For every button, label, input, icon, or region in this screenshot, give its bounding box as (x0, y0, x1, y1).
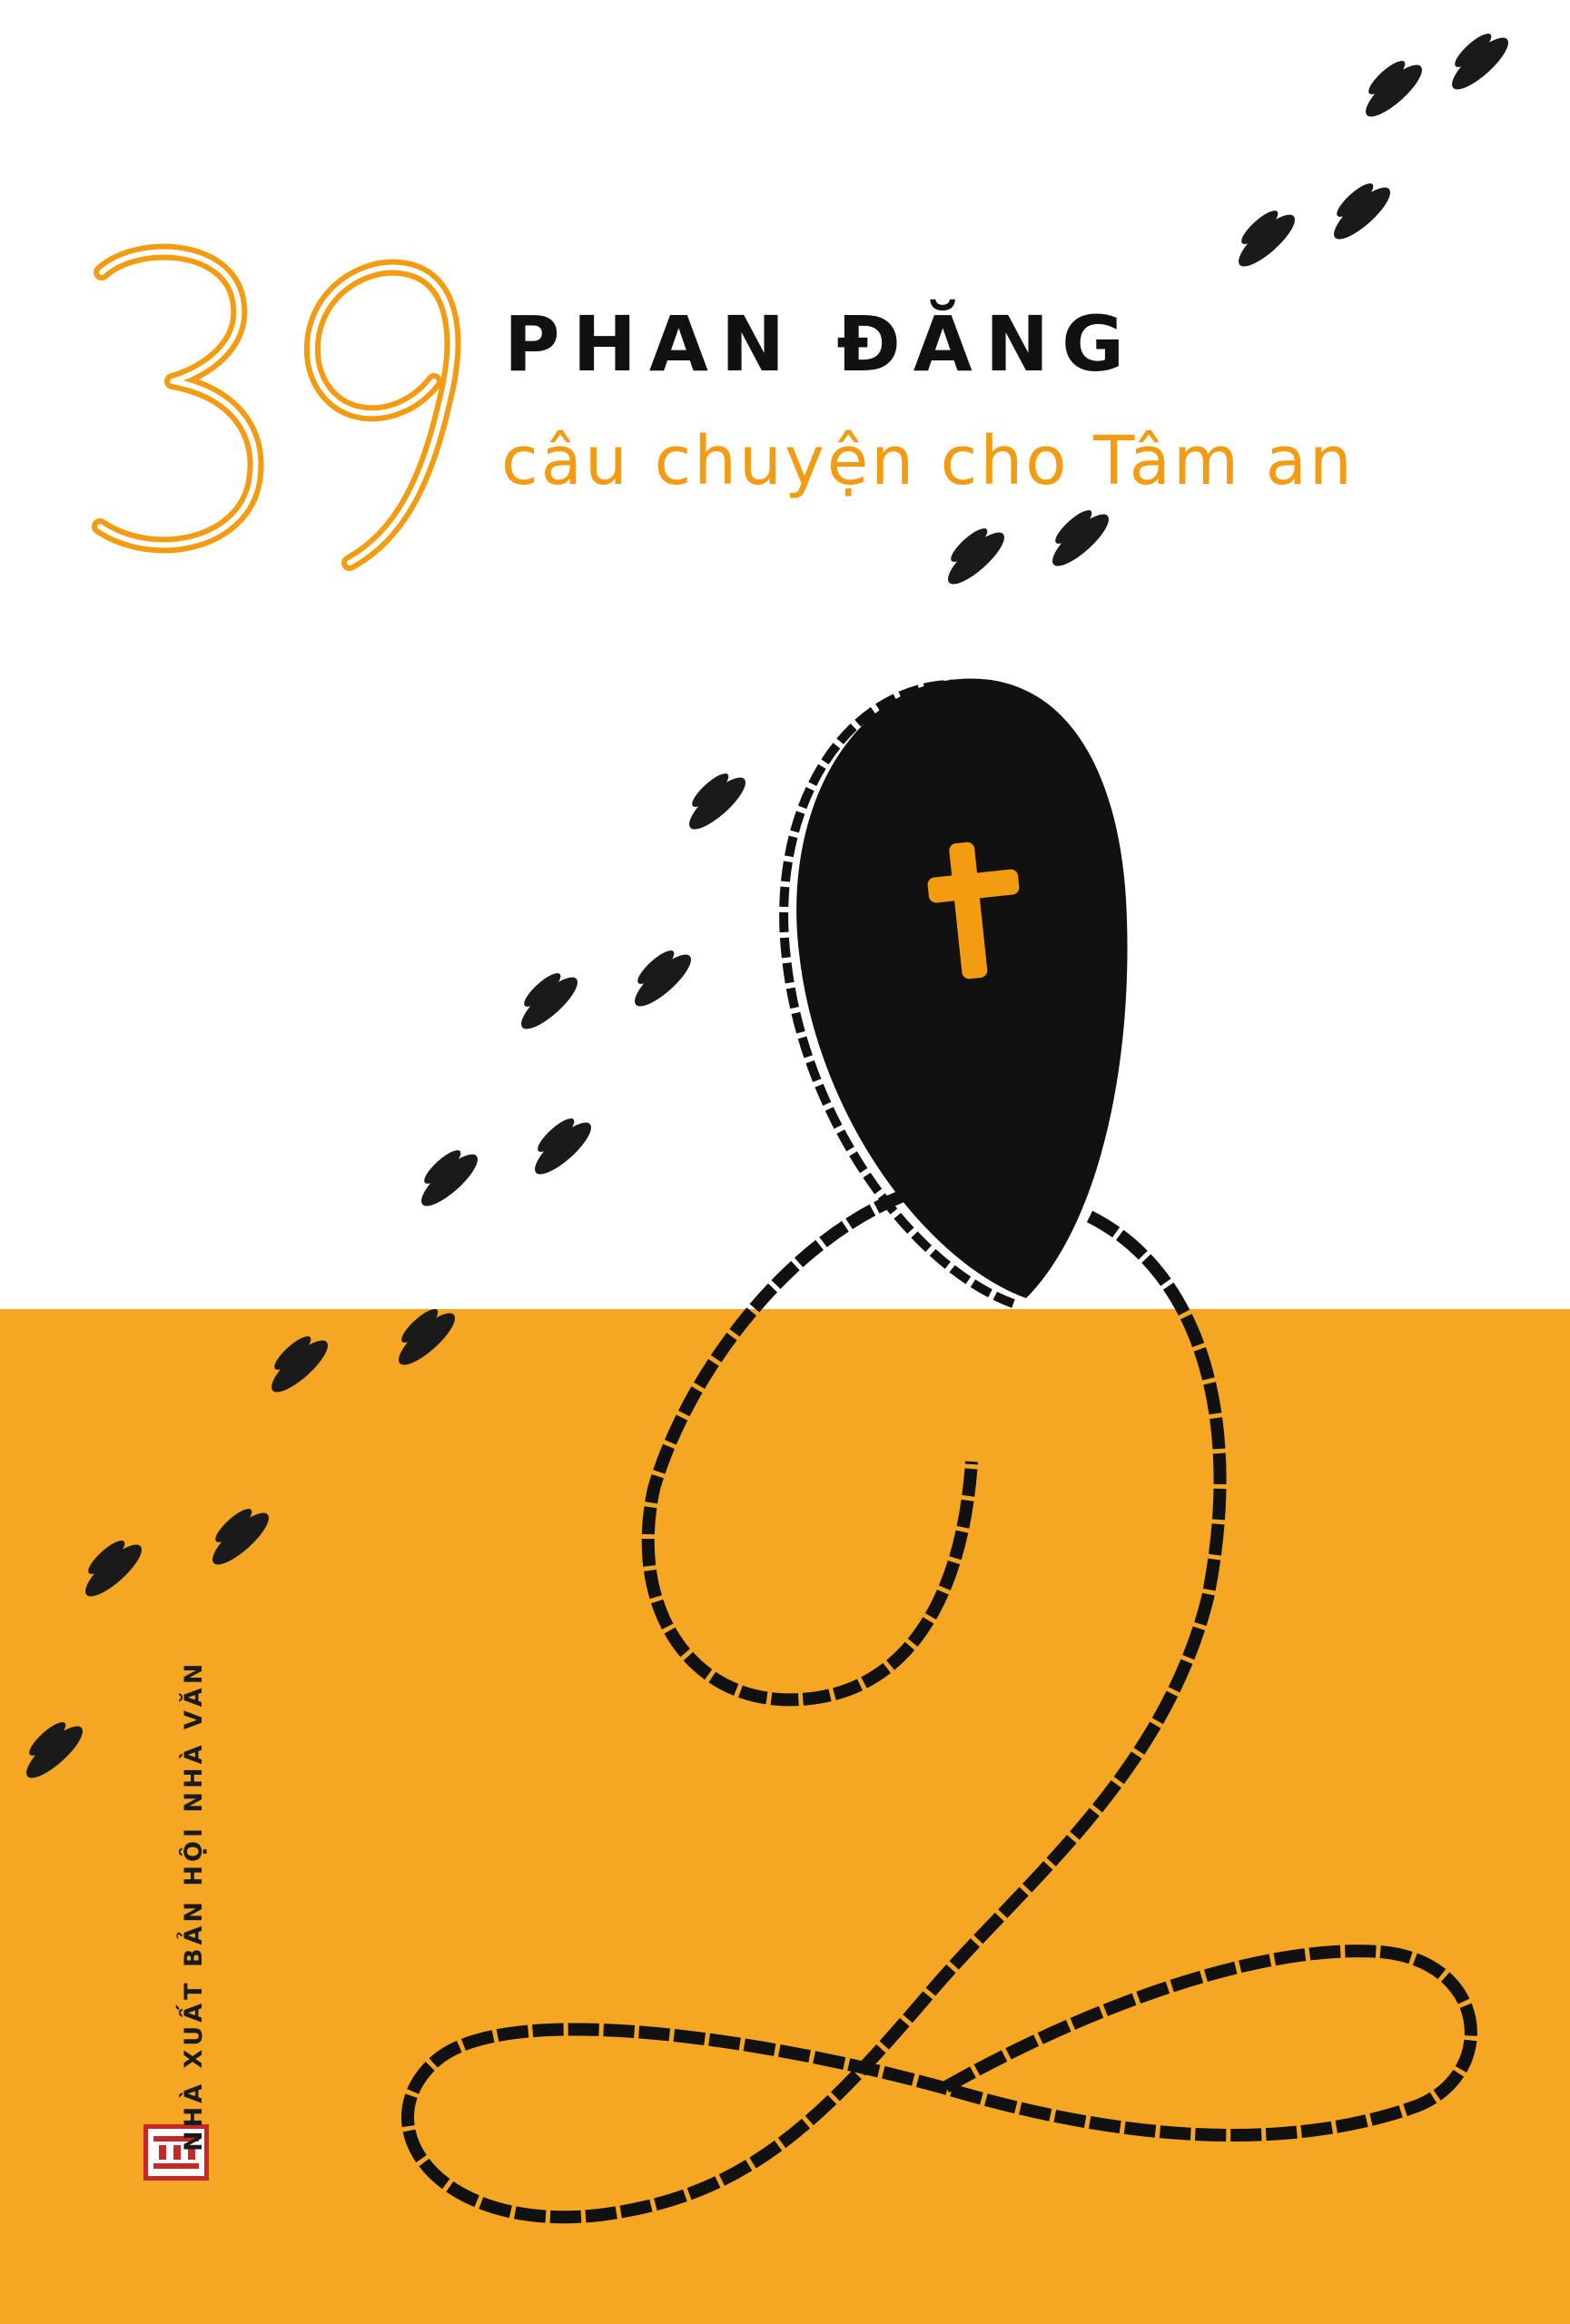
number-39 (100, 252, 452, 563)
author-name: PHAN ĐĂNG (504, 300, 1138, 389)
meditating-monk-icon (408, 678, 1471, 2217)
publisher-name: NHÀ XUẤT BẢN HỘI NHÀ VĂN (180, 1659, 208, 2152)
book-title: câu chuyện cho Tâm an (501, 422, 1355, 500)
